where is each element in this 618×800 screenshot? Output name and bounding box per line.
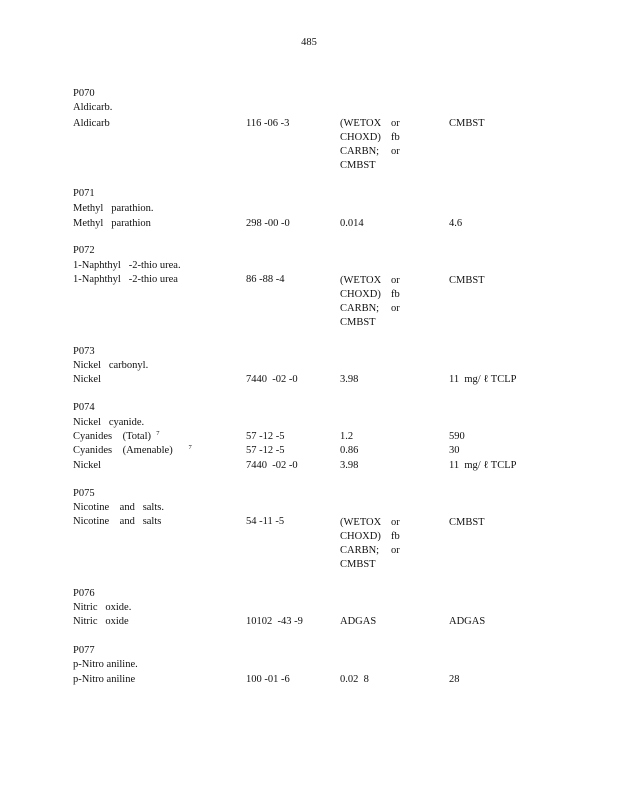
nww-standard: 11 mg/ ℓ TCLP (449, 460, 517, 471)
nww-standard: 11 mg/ ℓ TCLP (449, 374, 517, 385)
cas-number: 54 -11 -5 (246, 516, 285, 527)
waste-code: P071 (73, 188, 95, 199)
ww-standard: 3.98 (340, 374, 359, 385)
constituent: Aldicarb (73, 118, 110, 129)
ww-line: CMBST (340, 317, 376, 328)
cas-number: 298 -00 -0 (246, 218, 290, 229)
waste-name: Nitric oxide. (73, 602, 132, 613)
nww-standard: 4.6 (449, 218, 463, 229)
waste-name: 1-Naphthyl -2-thio urea. (73, 260, 181, 271)
ww-connector: or (391, 275, 400, 286)
ww-connector: or (391, 517, 400, 528)
nww-standard: 30 (449, 445, 460, 456)
waste-name: Methyl parathion. (73, 203, 154, 214)
ww-line: CHOXD) (340, 132, 381, 143)
waste-code: P074 (73, 402, 95, 413)
ww-line: CHOXD) (340, 289, 381, 300)
constituent (73, 444, 192, 458)
cas-number: 7440 -02 -0 (246, 460, 298, 471)
ww-connector: fb (391, 531, 400, 542)
constituent: 1-Naphthyl -2-thio urea (73, 274, 178, 285)
constituent (73, 430, 160, 444)
waste-code: P073 (73, 346, 95, 357)
waste-code: P075 (73, 488, 95, 499)
waste-name: Nickel cyanide. (73, 417, 145, 428)
cas-number: 86 -88 -4 (246, 274, 285, 285)
nww-standard: 590 (449, 431, 465, 442)
constituent: p-Nitro aniline (73, 674, 136, 685)
ww-line: CMBST (340, 160, 376, 171)
constituent: Nickel (73, 460, 101, 471)
ww-standard: 0.86 (340, 445, 359, 456)
ww-connector: or (391, 146, 400, 157)
constituent-text: Cyanides (Total) (73, 431, 151, 442)
waste-name: p-Nitro aniline. (73, 659, 138, 670)
ww-line: CARBN; (340, 545, 380, 556)
ww-standard: 0.014 (340, 218, 364, 229)
cas-number: 7440 -02 -0 (246, 374, 298, 385)
nww-standard: CMBST (449, 517, 485, 528)
page-number: 485 (301, 37, 317, 48)
cas-number: 57 -12 -5 (246, 431, 285, 442)
waste-name: Aldicarb. (73, 102, 113, 113)
cas-number: 10102 -43 -9 (246, 616, 303, 627)
ww-standard: 0.02 8 (340, 674, 369, 685)
constituent-text: Cyanides (Amenable) (73, 445, 173, 456)
waste-name: Nickel carbonyl. (73, 360, 149, 371)
ww-line: (WETOX (340, 275, 382, 286)
footnote-marker: 7 (188, 444, 192, 451)
ww-line: CHOXD) (340, 531, 381, 542)
constituent: Nickel (73, 374, 101, 385)
ww-line: CARBN; (340, 146, 380, 157)
cas-number: 57 -12 -5 (246, 445, 285, 456)
ww-standard: 1.2 (340, 431, 354, 442)
ww-connector: or (391, 118, 400, 129)
waste-code: P077 (73, 645, 95, 656)
ww-connector: fb (391, 289, 400, 300)
ww-connector: or (391, 303, 400, 314)
ww-standard: ADGAS (340, 616, 377, 627)
ww-line: CARBN; (340, 303, 380, 314)
waste-code: P072 (73, 245, 95, 256)
nww-standard: ADGAS (449, 616, 486, 627)
nww-standard: CMBST (449, 275, 485, 286)
footnote-marker: 7 (156, 430, 160, 437)
waste-code: P070 (73, 88, 95, 99)
waste-name: Nicotine and salts. (73, 502, 164, 513)
waste-code: P076 (73, 588, 95, 599)
ww-standard: 3.98 (340, 460, 359, 471)
cas-number: 116 -06 -3 (246, 118, 290, 129)
constituent: Methyl parathion (73, 218, 151, 229)
nww-standard: CMBST (449, 118, 485, 129)
ww-connector: fb (391, 132, 400, 143)
ww-line: CMBST (340, 559, 376, 570)
ww-connector: or (391, 545, 400, 556)
cas-number: 100 -01 -6 (246, 674, 290, 685)
nww-standard: 28 (449, 674, 460, 685)
ww-line: (WETOX (340, 517, 382, 528)
constituent: Nicotine and salts (73, 516, 162, 527)
ww-line: (WETOX (340, 118, 382, 129)
constituent: Nitric oxide (73, 616, 129, 627)
